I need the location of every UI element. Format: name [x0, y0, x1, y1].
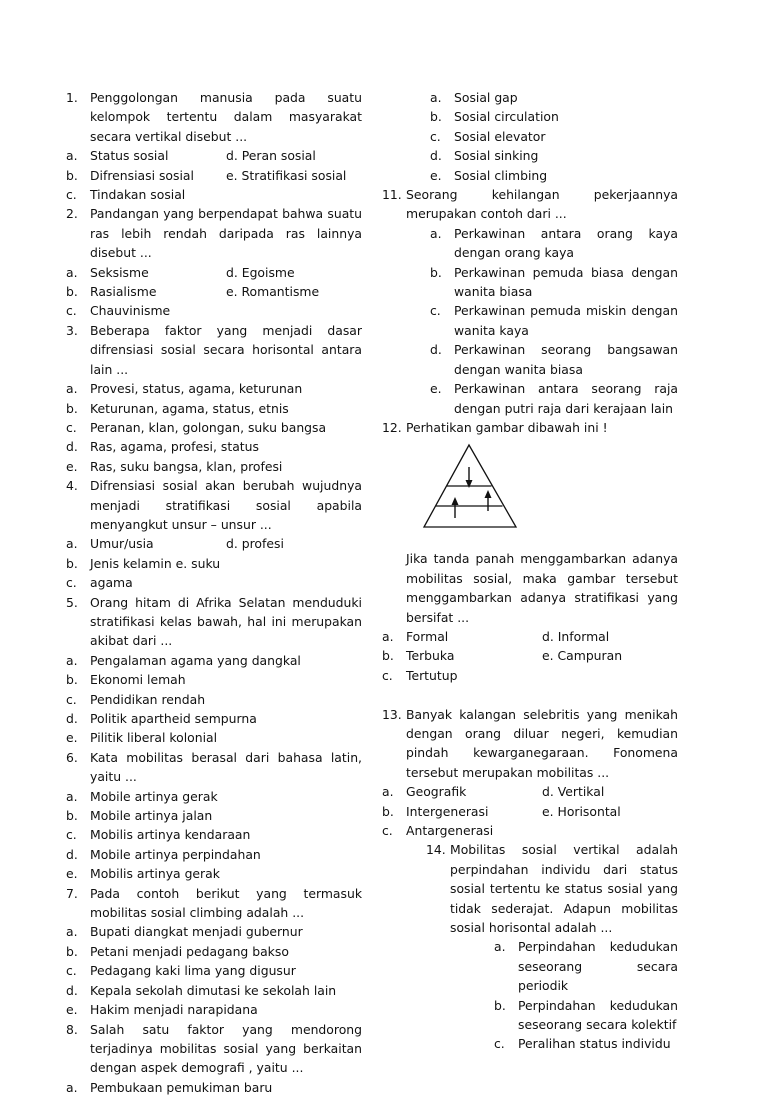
- question-item: [382, 418, 678, 437]
- option-text: Perkawinan pemuda miskin dengan wanita kaya: [454, 303, 678, 338]
- two-option-row: [90, 282, 362, 301]
- answer-option: [66, 651, 362, 670]
- answer-option: [66, 554, 362, 573]
- question-item: [66, 884, 362, 923]
- option-letter: b.: [382, 803, 394, 819]
- option-text: Perkawinan seorang bangsawan dengan wanita biasa: [454, 342, 678, 377]
- question-number: 7.: [66, 885, 78, 901]
- answer-option: [66, 942, 362, 961]
- option-text: Pilitik liberal kolonial: [90, 730, 218, 746]
- option-letter: b.: [66, 808, 78, 824]
- answer-option: [66, 922, 362, 941]
- left-column: [66, 88, 362, 1097]
- answer-option: [66, 301, 362, 320]
- question-text: Orang hitam di Afrika Selatan menduduki stratifikasi kelas bawah, hal ini merupakan akibat dari ...: [90, 594, 362, 649]
- option-letter: c.: [66, 963, 77, 979]
- option-letter: a.: [66, 148, 78, 164]
- question-number: 14.: [426, 842, 446, 858]
- option-text: Perkawinan pemuda biasa dengan wanita biasa: [454, 264, 678, 300]
- answer-option: [382, 937, 678, 995]
- question-item: [382, 185, 678, 224]
- question-text: Beberapa faktor yang menjadi dasar difrensiasi sosial secara horisontal antara lain ...: [90, 322, 362, 377]
- answer-option: [382, 666, 678, 685]
- question-text: Jika tanda panah menggambarkan adanya mobilitas sosial, maka gambar tersebut menggambarkan adanya stratifikasi yang bersifat ...: [406, 551, 678, 625]
- option-letter: a.: [382, 784, 394, 800]
- option-letter: c.: [66, 303, 77, 319]
- answer-option: [66, 146, 362, 165]
- answer-option: [382, 996, 678, 1035]
- answer-option: [382, 146, 678, 165]
- option-text: Chauvinisme: [90, 303, 171, 319]
- question-number: 13.: [382, 706, 402, 722]
- option-text: Petani menjadi pedagang bakso: [90, 943, 289, 959]
- option-letter: b.: [430, 264, 442, 280]
- option-text-second: e. Romantisme: [226, 284, 320, 300]
- question-text: Mobilitas sosial vertikal adalah perpindahan individu dari status sosial tertentu ke status sosial yang tidak sederajat. Adapun mobilitas sosial horisontal adalah ...: [450, 842, 678, 936]
- option-text: Mobile artinya gerak: [90, 788, 218, 804]
- question-item: [66, 593, 362, 651]
- question-number: 4.: [66, 478, 78, 494]
- option-letter: c.: [430, 303, 441, 319]
- option-text: Sosial circulation: [454, 109, 559, 125]
- option-text: Mobile artinya jalan: [90, 808, 213, 824]
- arrow-up-icon: [452, 497, 459, 505]
- answer-option: [382, 627, 678, 646]
- option-text: Bupati diangkat menjadi gubernur: [90, 924, 303, 940]
- option-letter: c.: [382, 667, 393, 683]
- question-text: Penggolongan manusia pada suatu kelompok tertentu dalam masyarakat secara vertikal disebut ...: [90, 90, 362, 144]
- answer-option: [66, 1078, 362, 1097]
- question-text: Perhatikan gambar dibawah ini !: [406, 419, 608, 435]
- pyramid-figure: [382, 437, 678, 549]
- option-letter: a.: [66, 924, 78, 940]
- option-letter: e.: [66, 1002, 78, 1018]
- right-column: [382, 88, 678, 1054]
- answer-option: [66, 399, 362, 418]
- answer-option: [66, 418, 362, 437]
- option-letter: c.: [66, 827, 77, 843]
- answer-option: [66, 787, 362, 806]
- option-letter: c.: [66, 691, 77, 707]
- question-item: [382, 549, 678, 627]
- question-number: 12.: [382, 419, 402, 435]
- option-letter: e.: [66, 458, 78, 474]
- option-text: Perkawinan antara seorang raja dengan putri raja dari kerajaan lain: [454, 381, 678, 416]
- option-letter: a.: [66, 1079, 78, 1095]
- spacer: [382, 685, 678, 704]
- option-letter: b.: [66, 284, 78, 300]
- answer-option: [66, 961, 362, 980]
- option-text: Tindakan sosial: [90, 187, 186, 203]
- answer-option: [382, 301, 678, 340]
- answer-option: [382, 646, 678, 665]
- option-letter: d.: [430, 148, 442, 164]
- option-text: Rasialisme: [90, 284, 157, 300]
- question-item: [66, 204, 362, 262]
- question-text: Banyak kalangan selebritis yang menikah dengan orang diluar negeri, kemudian pindah kewarganegaraan. Fonomena tersebut merupakan mobilitas ...: [406, 706, 678, 780]
- answer-option: [66, 282, 362, 301]
- option-letter: a.: [430, 225, 442, 241]
- option-text: Ras, agama, profesi, status: [90, 439, 259, 455]
- option-letter: b.: [66, 672, 78, 688]
- option-text: Antargenerasi: [406, 822, 494, 838]
- answer-option: [66, 185, 362, 204]
- option-letter: a.: [66, 788, 78, 804]
- answer-option: [382, 379, 678, 418]
- option-text: Pembukaan pemukiman baru: [90, 1079, 273, 1095]
- option-text: Peranan, klan, golongan, suku bangsa: [90, 419, 327, 435]
- answer-option: [66, 670, 362, 689]
- option-text: Mobilis artinya kendaraan: [90, 827, 251, 843]
- option-letter: b.: [66, 555, 78, 571]
- two-option-row: [406, 782, 678, 801]
- option-letter: a.: [66, 264, 78, 280]
- option-letter: a.: [66, 652, 78, 668]
- option-letter: c.: [430, 128, 441, 144]
- option-letter: a.: [382, 628, 394, 644]
- answer-option: [66, 437, 362, 456]
- answer-option: [66, 166, 362, 185]
- answer-option: [66, 457, 362, 476]
- option-letter: c.: [66, 575, 77, 591]
- option-letter: a.: [66, 381, 78, 397]
- answer-option: [66, 981, 362, 1000]
- answer-option: [382, 166, 678, 185]
- answer-option: [382, 263, 678, 302]
- answer-option: [382, 782, 678, 801]
- question-item: [66, 88, 362, 146]
- stratification-pyramid-diagram: [422, 443, 522, 535]
- option-letter: a.: [494, 939, 506, 955]
- option-letter: a.: [66, 536, 78, 552]
- question-item: [66, 476, 362, 534]
- question-item: [382, 705, 678, 783]
- option-text: Jenis kelamin e. suku: [90, 555, 221, 571]
- answer-option: [66, 864, 362, 883]
- option-text: Mobile artinya perpindahan: [90, 846, 261, 862]
- two-option-row: [90, 166, 362, 185]
- question-text: Seorang kehilangan pekerjaannya merupakan contoh dari ...: [406, 187, 678, 222]
- option-text: Sosial climbing: [454, 167, 548, 183]
- option-letter: d.: [66, 711, 78, 726]
- option-letter: e.: [430, 381, 442, 397]
- question-number: 8.: [66, 1021, 78, 1037]
- option-text-second: d. Egoisme: [226, 264, 295, 280]
- answer-option: [382, 107, 678, 126]
- option-text: Ras, suku bangsa, klan, profesi: [90, 458, 283, 474]
- answer-option: [382, 802, 678, 821]
- option-letter: d.: [66, 439, 78, 455]
- answer-option: [66, 845, 362, 864]
- question-number: 2.: [66, 206, 78, 222]
- option-text: Hakim menjadi narapidana: [90, 1002, 258, 1018]
- option-text: Provesi, status, agama, keturunan: [90, 381, 303, 397]
- option-text: Perpindahan kedudukan seseorang secara kolektif: [518, 997, 678, 1033]
- option-letter: e.: [430, 167, 442, 183]
- question-item: [382, 840, 678, 937]
- option-text: Peralihan status individu: [518, 1036, 671, 1052]
- answer-option: [66, 573, 362, 592]
- option-text: Sosial gap: [454, 90, 518, 105]
- option-text: Perkawinan antara orang kaya dengan orang kaya: [454, 225, 678, 261]
- question-item: [66, 321, 362, 379]
- question-text: Difrensiasi sosial akan berubah wujudnya menjadi stratifikasi sosial apabila menyangkut unsur – unsur ...: [90, 478, 362, 532]
- answer-option: [66, 1000, 362, 1019]
- option-letter: c.: [494, 1036, 505, 1052]
- answer-option: [382, 821, 678, 840]
- answer-option: [382, 224, 678, 263]
- answer-option: [66, 806, 362, 825]
- two-option-row: [406, 646, 678, 665]
- answer-option: [66, 825, 362, 844]
- answer-option: [382, 127, 678, 146]
- option-letter: b.: [494, 997, 506, 1013]
- arrow-up-icon: [485, 490, 492, 498]
- option-text: Mobilis artinya gerak: [90, 866, 220, 882]
- option-text-second: d. profesi: [226, 536, 284, 552]
- option-text: Geografik: [406, 784, 467, 800]
- answer-option: [66, 728, 362, 747]
- option-text: Difrensiasi sosial: [90, 167, 194, 183]
- option-letter: a.: [430, 90, 442, 105]
- option-letter: d.: [66, 982, 78, 998]
- option-text: Umur/usia: [90, 536, 154, 552]
- question-number: 5.: [66, 594, 78, 610]
- option-letter: d.: [66, 846, 78, 862]
- option-text: Seksisme: [90, 264, 149, 280]
- option-text: Keturunan, agama, status, etnis: [90, 400, 289, 416]
- option-text-second: d. Vertikal: [542, 784, 605, 800]
- question-item: [66, 748, 362, 787]
- option-letter: b.: [430, 109, 442, 125]
- option-text: Status sosial: [90, 148, 169, 164]
- option-letter: b.: [66, 943, 78, 959]
- option-letter: b.: [382, 648, 394, 664]
- question-number: 11.: [382, 187, 402, 203]
- answer-option: [66, 263, 362, 282]
- answer-option: [66, 534, 362, 553]
- question-text: Pada contoh berikut yang termasuk mobilitas sosial climbing adalah ...: [90, 885, 362, 921]
- two-option-row: [406, 627, 678, 646]
- option-text: Politik apartheid sempurna: [90, 711, 257, 726]
- option-letter: b.: [66, 400, 78, 416]
- question-text: Kata mobilitas berasal dari bahasa latin, yaitu ...: [90, 749, 362, 785]
- option-text: Ekonomi lemah: [90, 672, 186, 688]
- arrow-down-icon: [466, 480, 473, 488]
- option-letter: c.: [66, 187, 77, 203]
- option-letter: c.: [382, 822, 393, 838]
- question-item: [66, 1020, 362, 1078]
- answer-option: [382, 88, 678, 107]
- option-text: Formal: [406, 628, 449, 644]
- question-number: 1.: [66, 90, 78, 105]
- answer-option: [382, 1034, 678, 1053]
- option-text-second: e. Horisontal: [542, 803, 621, 819]
- option-letter: e.: [66, 730, 78, 746]
- option-text: Sosial elevator: [454, 128, 546, 144]
- option-text-second: e. Campuran: [542, 648, 623, 664]
- two-option-row: [90, 263, 362, 282]
- two-option-row: [90, 534, 362, 553]
- option-text-second: d. Peran sosial: [226, 148, 316, 164]
- answer-option: [382, 340, 678, 379]
- option-text: Pengalaman agama yang dangkal: [90, 652, 301, 668]
- option-text: Perpindahan kedudukan seseorang secara periodik: [518, 939, 678, 994]
- option-text: Pedagang kaki lima yang digusur: [90, 963, 296, 979]
- two-option-row: [406, 802, 678, 821]
- option-letter: b.: [66, 167, 78, 183]
- question-number: 6.: [66, 749, 78, 765]
- option-text: Pendidikan rendah: [90, 691, 206, 707]
- option-text-second: d. Informal: [542, 628, 610, 644]
- question-text: Pandangan yang berpendapat bahwa suatu ras lebih rendah daripada ras lainnya disebut ...: [90, 206, 362, 261]
- question-text: Salah satu faktor yang mendorong terjadinya mobilitas sosial yang berkaitan dengan aspek demografi , yaitu ...: [90, 1021, 362, 1076]
- option-text-second: e. Stratifikasi sosial: [226, 167, 347, 183]
- option-text: agama: [90, 575, 133, 591]
- option-text: Terbuka: [406, 648, 455, 664]
- question-number: 3.: [66, 322, 78, 338]
- option-text: Tertutup: [406, 667, 458, 683]
- answer-option: [66, 690, 362, 709]
- option-letter: e.: [66, 866, 78, 882]
- option-letter: c.: [66, 419, 77, 435]
- option-text: Kepala sekolah dimutasi ke sekolah lain: [90, 982, 337, 998]
- option-letter: d.: [430, 342, 442, 358]
- answer-option: [66, 379, 362, 398]
- two-option-row: [90, 146, 362, 165]
- option-text: Intergenerasi: [406, 803, 489, 819]
- option-text: Sosial sinking: [454, 148, 539, 164]
- answer-option: [66, 709, 362, 728]
